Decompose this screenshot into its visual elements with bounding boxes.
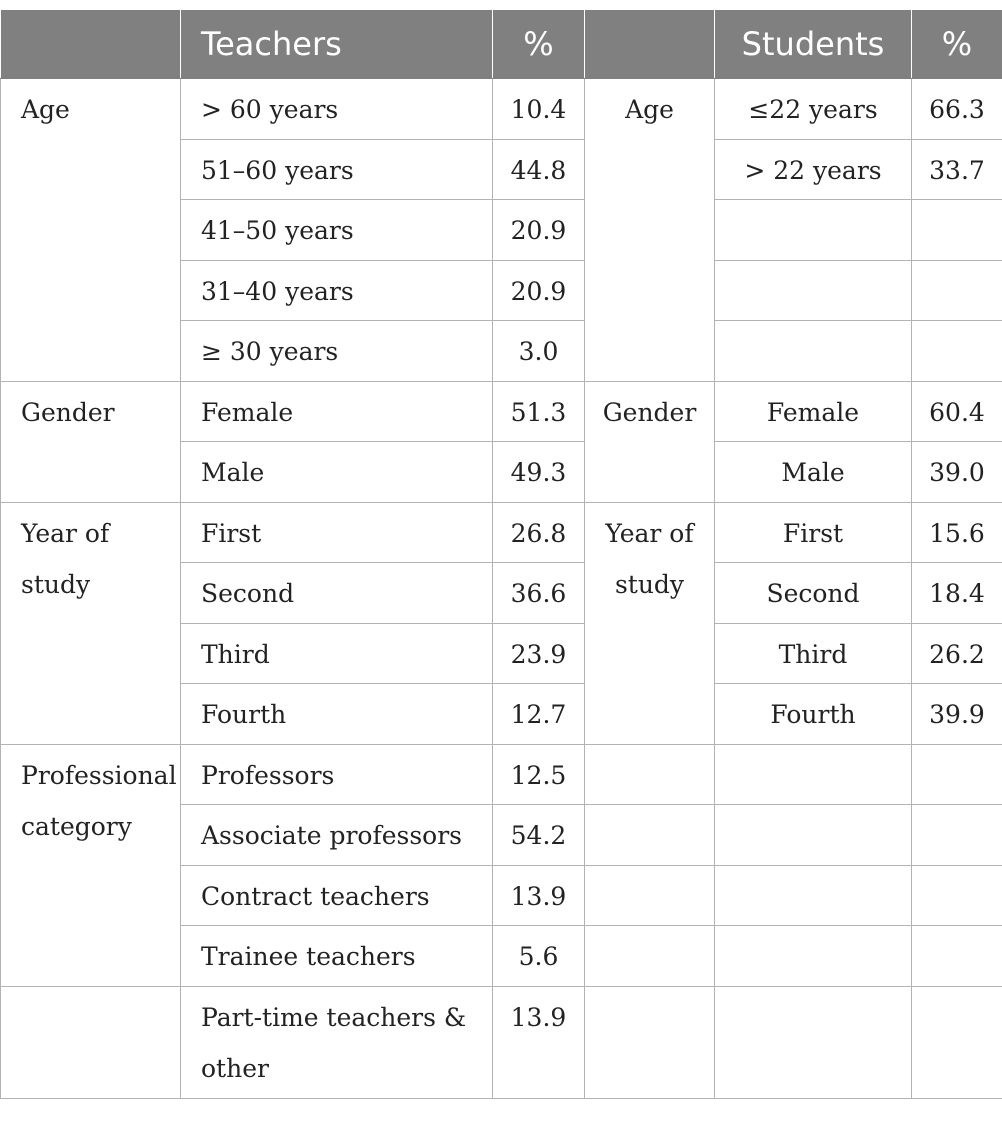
teachers-category-cell: ≥ 30 years (181, 321, 493, 382)
teachers-percent-cell: 54.2 (493, 805, 585, 866)
teachers-percent-cell: 49.3 (493, 442, 585, 503)
students-category-cell (715, 805, 912, 866)
students-category-cell: Second (715, 563, 912, 624)
students-percent-cell: 33.7 (912, 139, 1002, 200)
teachers-category-cell: 41–50 years (181, 200, 493, 261)
group-label-students: Year of study (585, 502, 715, 744)
students-category-cell (715, 865, 912, 926)
students-category-cell (715, 260, 912, 321)
students-percent-cell (912, 744, 1002, 805)
group-label-teachers: Professional category (1, 744, 181, 986)
teachers-header: Teachers (181, 10, 493, 79)
teachers-percent-cell: 3.0 (493, 321, 585, 382)
teachers-percent-cell: 23.9 (493, 623, 585, 684)
teachers-category-cell: 31–40 years (181, 260, 493, 321)
group-label-teachers: Age (1, 79, 181, 382)
students-category-cell (715, 200, 912, 261)
students-category-cell: ≤22 years (715, 79, 912, 140)
teachers-category-cell: Second (181, 563, 493, 624)
students-category-cell: First (715, 502, 912, 563)
students-percent-header: % (912, 10, 1002, 79)
teachers-percent-cell: 36.6 (493, 563, 585, 624)
group-label-students: Gender (585, 381, 715, 502)
teachers-category-cell: Male (181, 442, 493, 503)
teachers-category-cell: Third (181, 623, 493, 684)
header-empty-cell (1, 10, 181, 79)
students-percent-cell: 15.6 (912, 502, 1002, 563)
teachers-percent-cell: 20.9 (493, 200, 585, 261)
teachers-percent-cell: 10.4 (493, 79, 585, 140)
students-percent-cell: 60.4 (912, 381, 1002, 442)
table-row (1, 381, 1002, 442)
teachers-percent-cell: 12.5 (493, 744, 585, 805)
teachers-category-cell: 51–60 years (181, 139, 493, 200)
teachers-percent-cell: 44.8 (493, 139, 585, 200)
students-category-cell: Fourth (715, 684, 912, 745)
table-header (1, 10, 1002, 79)
empty-cell (585, 744, 715, 805)
students-percent-cell (912, 986, 1002, 1098)
students-category-cell (715, 321, 912, 382)
students-percent-cell: 66.3 (912, 79, 1002, 140)
group-label-students: Age (585, 79, 715, 382)
teachers-category-cell: Contract teachers (181, 865, 493, 926)
teachers-percent-cell: 13.9 (493, 865, 585, 926)
header-empty-cell (585, 10, 715, 79)
teachers-category-cell: > 60 years (181, 79, 493, 140)
students-percent-cell: 26.2 (912, 623, 1002, 684)
students-category-cell: Third (715, 623, 912, 684)
teachers-category-cell: Associate professors (181, 805, 493, 866)
table-row (1, 79, 1002, 140)
teachers-percent-cell: 20.9 (493, 260, 585, 321)
header-row (1, 10, 1002, 79)
teachers-category-cell: Fourth (181, 684, 493, 745)
teachers-category-cell: Female (181, 381, 493, 442)
teachers-percent-header: % (493, 10, 585, 79)
students-percent-cell (912, 260, 1002, 321)
teachers-category-cell: Professors (181, 744, 493, 805)
students-category-cell: > 22 years (715, 139, 912, 200)
students-percent-cell (912, 805, 1002, 866)
students-category-cell (715, 986, 912, 1098)
teachers-percent-cell: 12.7 (493, 684, 585, 745)
teachers-percent-cell: 5.6 (493, 926, 585, 987)
group-label-teachers: Gender (1, 381, 181, 502)
table-body (1, 79, 1002, 1099)
teachers-category-cell: Trainee teachers (181, 926, 493, 987)
demographics-table (0, 9, 1002, 1099)
empty-cell (585, 986, 715, 1098)
students-percent-cell: 18.4 (912, 563, 1002, 624)
table-row (1, 744, 1002, 805)
group-label-teachers: Year of study (1, 502, 181, 744)
students-percent-cell: 39.9 (912, 684, 1002, 745)
empty-cell (585, 805, 715, 866)
students-percent-cell: 39.0 (912, 442, 1002, 503)
table-row (1, 502, 1002, 563)
students-percent-cell (912, 200, 1002, 261)
students-category-cell: Male (715, 442, 912, 503)
students-percent-cell (912, 321, 1002, 382)
empty-cell (1, 986, 181, 1098)
teachers-percent-cell: 26.8 (493, 502, 585, 563)
students-percent-cell (912, 926, 1002, 987)
students-percent-cell (912, 865, 1002, 926)
teachers-category-cell: Part-time teachers & other (181, 986, 493, 1098)
students-header: Students (715, 10, 912, 79)
students-category-cell (715, 744, 912, 805)
students-category-cell: Female (715, 381, 912, 442)
teachers-percent-cell: 13.9 (493, 986, 585, 1098)
teachers-category-cell: First (181, 502, 493, 563)
table-row (1, 986, 1002, 1098)
empty-cell (585, 865, 715, 926)
students-category-cell (715, 926, 912, 987)
teachers-percent-cell: 51.3 (493, 381, 585, 442)
empty-cell (585, 926, 715, 987)
